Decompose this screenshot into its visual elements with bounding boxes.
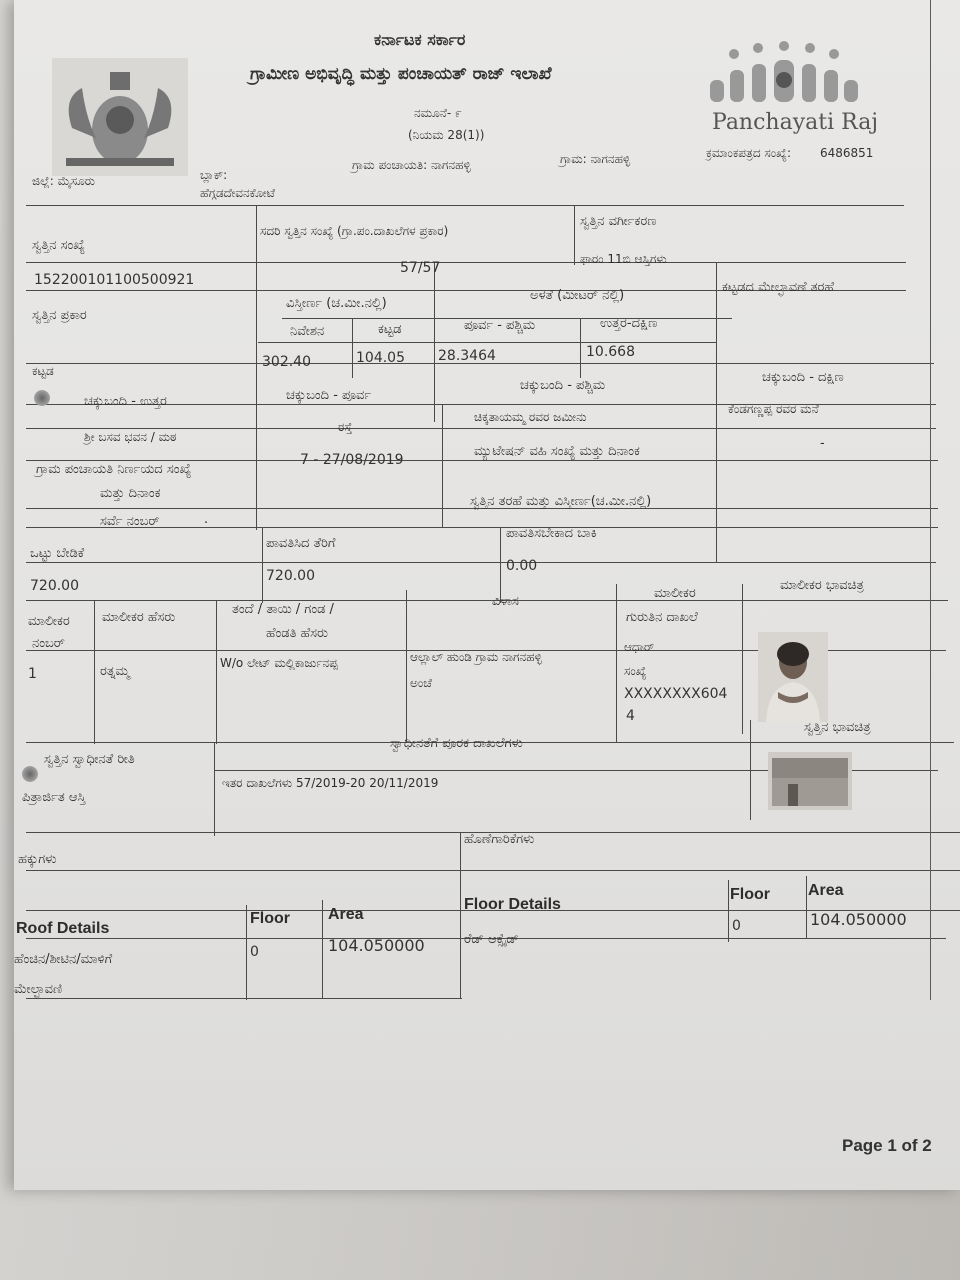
relation-label-2: ಹೆಂಡತಿ ಹೆಸರು (266, 626, 329, 641)
punch-hole (22, 766, 38, 782)
floor-area-value: 104.050000 (810, 910, 907, 929)
aadhar-label: ಆಧಾರ್ (624, 640, 655, 654)
total-demand-label: ಒಟ್ಟು ಬೇಡಿಕೆ (30, 546, 85, 561)
roof-type-value-2: ಮೇಲ್ಛಾವಣಿ (14, 982, 63, 997)
east-west-label: ಪೂರ್ವ - ಪಶ್ಚಿಮ (464, 318, 536, 333)
survey-label: ಸರ್ವೆ ನಂಬರ್ (100, 514, 160, 529)
roof-floor-value: 0 (250, 944, 259, 960)
property-type-label: ಸ್ವತ್ತಿನ ಪ್ರಕಾರ (32, 308, 87, 323)
rule-number: (ನಿಯಮ 28(1)) (408, 128, 485, 142)
survey-value: . (204, 512, 209, 527)
balance-due-label: ಪಾವತಿಸಬೇಕಾದ ಬಾಕಿ (506, 526, 597, 541)
aadhar-value: XXXXXXXX604 (624, 686, 728, 702)
property-id-value: 152200101100500921 (34, 272, 195, 288)
site-area-value: 302.40 (262, 354, 311, 370)
balance-due-value: 0.00 (506, 558, 538, 574)
logo-text: Panchayati Raj (712, 110, 879, 135)
serial-label: ಕ್ರಮಾಂಕಪತ್ರದ ಸಂಖ್ಯೆ: (706, 146, 791, 160)
north-south-value: 10.668 (586, 344, 635, 360)
roof-floor-label: Floor (250, 910, 290, 927)
decision-label-2: ಮತ್ತು ದಿನಾಂಕ (100, 486, 161, 501)
mutation-label: ಮ್ಯುಟೇಷನ್ ವಹಿ ಸಂಖ್ಯೆ ಮತ್ತು ದಿನಾಂಕ (474, 444, 640, 459)
property-document (14, 0, 960, 1190)
building-area-label: ಕಟ್ಟಡ (378, 322, 402, 337)
west-boundary-label: ಚಕ್ಕುಬಂದಿ - ಪಶ್ಚಿಮ (520, 378, 606, 393)
property-photo (768, 752, 852, 810)
relation-label: ತಂದೆ / ತಾಯಿ / ಗಂಡ / (232, 602, 334, 617)
ownership-mode-label: ಸ್ವತ್ತಿನ ಸ್ವಾಧೀನತೆ ರೀತಿ (44, 752, 135, 767)
owner-photo (758, 632, 828, 722)
roof-details-title: Roof Details (16, 920, 110, 937)
decision-label: ಗ್ರಾಮ ಪಂಚಾಯತಿ ನಿರ್ಣಯದ ಸಂಖ್ಯೆ (36, 462, 192, 477)
owner-number-label-2: ನಂಬರ್ (32, 636, 65, 651)
floor-floor-value: 0 (732, 918, 741, 934)
liabilities-label: ಹೊಣೆಗಾರಿಕೆಗಳು (464, 832, 535, 847)
roof-area-label: Area (328, 906, 364, 923)
karnataka-emblem-icon (52, 58, 188, 176)
district: ಜಿಲ್ಲೆ: ಮೈಸೂರು (32, 174, 95, 188)
decision-value: 7 - 27/08/2019 (300, 452, 404, 468)
east-west-value: 28.3464 (438, 348, 496, 364)
north-boundary-value: ಶ್ರೀ ಬಸವ ಭವನ / ಮಠ (84, 430, 177, 444)
owner-name-label: ಮಾಲೀಕರ ಹೆಸರು (102, 610, 176, 625)
east-boundary-label: ಚಕ್ಕುಬಂದಿ - ಪೂರ್ವ (286, 388, 372, 403)
tax-paid-value: 720.00 (266, 568, 315, 584)
page-number: Page 1 of 2 (842, 1136, 932, 1155)
total-demand-value: 720.00 (30, 578, 79, 594)
aadhar-label-2: ಸಂಖ್ಯೆ (624, 664, 647, 678)
rights-label: ಹಕ್ಕುಗಳು (18, 852, 57, 867)
area-label: ವಿಸ್ತೀರ್ಣ (ಚ.ಮೀ.ನಲ್ಲಿ) (286, 296, 387, 311)
address-value-2: ಅಂಚೆ (410, 676, 432, 690)
owner-number-value: 1 (28, 666, 37, 682)
id-proof-label-2: ಗುರುತಿನ ದಾಖಲೆ (626, 610, 698, 625)
serial-value: 6486851 (820, 146, 874, 160)
north-boundary-label: ಚಕ್ಕುಬಂದಿ - ಉತ್ತರ (84, 394, 167, 409)
address-value: ಆಲ್ಲಾಲ್ ಹುಂಡಿ ಗ್ರಾಮ ನಾಗನಹಳ್ಳಿ (410, 650, 542, 664)
west-boundary-value: ಚಿಕ್ಕತಾಯಮ್ಮ ರವರ ಜಮೀನು (474, 410, 587, 424)
east-boundary-value: ರಸ್ತೆ (338, 420, 353, 434)
relation-value: W/o ಲೇಟ್ ಮಲ್ಲಿಕಾರ್ಜುನಪ್ಪ (220, 656, 338, 670)
floor-type-value: ರೆಡ್ ಆಕ್ಸೈಡ್ (464, 932, 519, 947)
owner-name-value: ರತ್ನಮ್ಮ (100, 664, 130, 679)
owner-number-label: ಮಾಲೀಕರ (28, 614, 70, 629)
gram-panchayat: ಗ್ರಾಮ ಪಂಚಾಯತಿ: ನಾಗನಹಳ್ಳಿ (352, 158, 471, 172)
id-proof-label: ಮಾಲೀಕರ (654, 586, 696, 601)
punch-hole (34, 390, 50, 406)
address-label: ವಿಳಾಸ (492, 594, 519, 609)
floor-area-label: Area (808, 882, 844, 899)
classification-label: ಸ್ವತ್ತಿನ ವರ್ಗೀಕರಣ (580, 214, 657, 229)
building-area-value: 104.05 (356, 350, 405, 366)
mutation-value: - (820, 436, 825, 451)
floor-details-title: Floor Details (464, 896, 561, 913)
village: ಗ್ರಾಮ: ನಾಗನಹಳ್ಳಿ (560, 152, 631, 166)
ownership-docs-label: ಸ್ವಾಧೀನತೆಗೆ ಪೂರಕ ದಾಖಲೆಗಳು (390, 736, 523, 751)
north-south-label: ಉತ್ತರ-ದಕ್ಷಿಣ (600, 316, 658, 331)
block-value: ಹೆಗ್ಗಡದೇವನಕೋಟೆ (200, 186, 276, 200)
form-number: ನಮೂನೆ- ೯ (414, 106, 462, 120)
south-boundary-value: ಕೆಂಡಗಣ್ಣಪ್ಪ ರವರ ಮನೆ (728, 402, 819, 416)
department-title: ಗ್ರಾಮೀಣ ಅಭಿವೃದ್ಧಿ ಮತ್ತು ಪಂಚಾಯತ್ ರಾಜ್ ಇಲಾಖೆ (250, 64, 552, 84)
south-boundary-label: ಚಕ್ಕುಬಂದಿ - ದಕ್ಷಿಣ (762, 370, 844, 385)
ownership-mode-value: ಪಿತ್ರಾರ್ಜಿತ ಆಸ್ತಿ (22, 790, 86, 805)
property-id-label: ಸ್ವತ್ತಿನ ಸಂಖ್ಯೆ (32, 238, 86, 253)
floor-floor-label: Floor (730, 886, 770, 903)
roof-area-value: 104.050000 (328, 936, 425, 955)
roof-type-value: ಹೆಂಚಿನ/ಶೀಟಿನ/ಮಾಳಿಗೆ (14, 952, 113, 967)
panchayati-raj-logo-icon (704, 40, 864, 110)
reg-number-label: ಸದರಿ ಸ್ವತ್ತಿನ ಸಂಖ್ಯೆ (ಗ್ರಾ.ಪಂ.ದಾಖಲೆಗಳ ಪ್ರಕಾರ) (260, 224, 449, 238)
block-label: ಬ್ಲಾಕ್: (200, 168, 228, 182)
property-photo-label: ಸ್ವತ್ತಿನ ಭಾವಚಿತ್ರ (804, 720, 871, 735)
site-area-label: ನಿವೇಶನ (290, 324, 325, 339)
classification-value: ಫಾರಂ 11ಬಿ ಆಸ್ತಿಗಳು (580, 252, 667, 266)
reg-number-value: 57/57 (400, 260, 441, 276)
roof-type-label: ಕಟ್ಟಡದ ಮೇಲ್ಛಾವಣೆ ತರಹೆ (722, 280, 834, 295)
government-title: ಕರ್ನಾಟಕ ಸರ್ಕಾರ (374, 30, 466, 49)
owner-photo-label: ಮಾಲೀಕರ ಭಾವಚಿತ್ರ (780, 578, 864, 593)
property-type-value: ಕಟ್ಟಡ (32, 364, 54, 378)
dimensions-label: ಅಳತೆ (ಮೀಟರ್ ನಲ್ಲಿ) (530, 288, 625, 303)
tax-paid-label: ಪಾವತಿಸಿದ ತೆರಿಗೆ (266, 536, 336, 551)
type-area-label: ಸ್ವತ್ತಿನ ತರಹೆ ಮತ್ತು ವಿಸ್ತೀರ್ಣ(ಚ.ಮೀ.ನಲ್ಲಿ) (470, 494, 652, 509)
ownership-docs-value: ಇತರ ದಾಖಲೆಗಳು 57/2019-20 20/11/2019 (222, 776, 439, 790)
aadhar-value-2: 4 (626, 708, 635, 724)
